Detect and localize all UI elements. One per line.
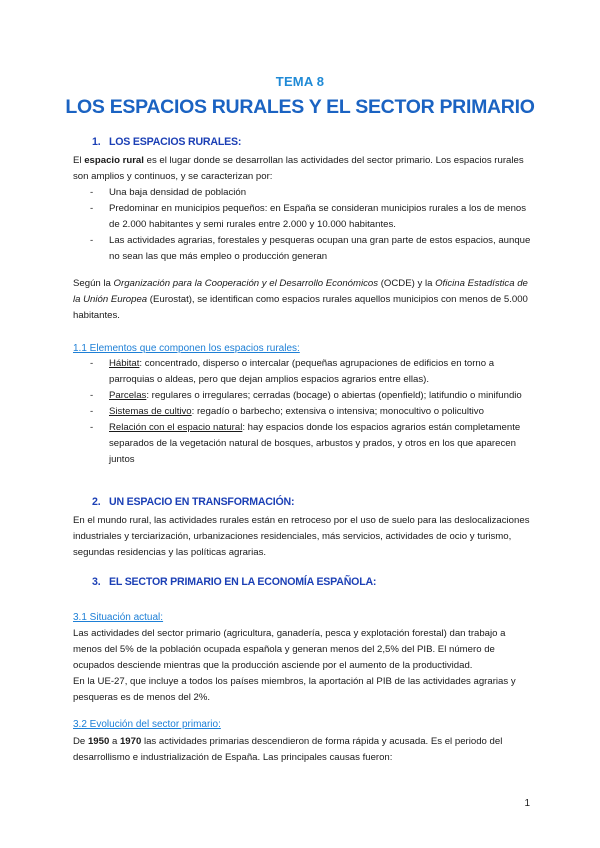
evol-pre: De: [73, 736, 88, 747]
year-end: 1970: [119, 736, 142, 747]
ocde-pre: Según la: [73, 278, 114, 289]
list-item: - Una baja densidad de población: [73, 185, 533, 201]
section-2-text: En el mundo rural, las actividades rurales están en retroceso por el uso de suelo para las deslocalizaciones industriales y terciarización, urbanizaciones residenciales, más servicios, actividades de ocio y turismo, segundas residencias y las políticas agrarias.: [73, 515, 530, 558]
item-term: Hábitat: [109, 358, 140, 369]
section-2-heading: [92, 496, 294, 508]
section-1-intro: [73, 153, 533, 185]
intro-bold-term: espacio rural: [84, 155, 144, 166]
section-1-title: LOS ESPACIOS RURALES:: [109, 136, 242, 148]
list-item: [73, 404, 533, 420]
list-item: [73, 388, 533, 404]
item-text: : regulares o irregulares; cerradas (bocage) o abiertas (openfield); latifundio o minifundio: [146, 390, 522, 401]
intro-pre: El: [73, 155, 85, 166]
section-3-title: EL SECTOR PRIMARIO EN LA ECONOMÍA ESPAÑOLA:: [109, 576, 377, 588]
item-term: Relación con el espacio natural: [109, 422, 243, 433]
list-item: - Las actividades agrarias, forestales y pesqueras ocupan una gran parte de estos espacios, aunque no sean las que más empleo o producción generan: [73, 233, 533, 265]
section-1-number: 1.: [92, 136, 101, 148]
year-start: 1950: [87, 736, 110, 747]
item-term: Parcelas: [109, 390, 147, 401]
ocde-post: (Eurostat), se identifican como espacios rurales aquellos municipios con menos de 5.000 habitantes.: [73, 294, 528, 321]
eurostat-org-name: Oficina Estadística de la Unión Europea: [73, 278, 528, 305]
list-item: - Predominar en municipios pequeños: en España se consideran municipios rurales a los de menos de 2.000 habitantes y semi rurales entre 2.000 y 10.000 habitantes.: [73, 201, 533, 233]
section-3-1-heading: 3.1 Situación actual:: [73, 612, 164, 623]
section-1-heading: [92, 136, 241, 148]
page-number: 1: [524, 798, 530, 809]
ocde-org-name: Organización para la Cooperación y el Desarrollo Económicos: [113, 278, 379, 289]
section-3-2-heading: 3.2 Evolución del sector primario:: [73, 719, 221, 730]
page-title: LOS ESPACIOS RURALES Y EL SECTOR PRIMARIO: [65, 96, 535, 118]
section-3-1-paragraph-2: En la UE-27, que incluye a todos los países miembros, la aportación al PIB de las actividades agrarias y pesqueras es de menos del 2%.: [73, 676, 516, 703]
ocde-paragraph: [73, 276, 533, 324]
section-1-1-heading: 1.1 Elementos que componen los espacios rurales:: [73, 343, 300, 354]
item-text: : regadío o barbecho; extensiva o intensiva; monocultivo o policultivo: [191, 406, 484, 417]
intro-post: es el lugar donde se desarrollan las actividades del sector primario. Los espacios rurales son amplios y continuos, y se caracterizan por:: [73, 155, 524, 182]
ocde-mid: (OCDE) y la: [378, 278, 436, 289]
section-3-1-paragraph-1: Las actividades del sector primario (agricultura, ganadería, pesca y explotación forestal) dan trabajo a menos del 5% de la población ocupada española y generan menos del 2,5% del PIB. El número de ocupados desciende mientras que la producción asciende por el aumento de la productividad.: [73, 628, 506, 671]
section-1-1-bullet-list: [73, 356, 533, 468]
list-item: [73, 356, 533, 388]
section-3-2-paragraph: [73, 734, 533, 766]
item-term: Sistemas de cultivo: [109, 406, 192, 417]
section-3-heading: [92, 576, 376, 588]
tema-label: TEMA 8: [275, 74, 325, 89]
section-2-number: 2.: [92, 496, 101, 508]
section-3-number: 3.: [92, 576, 101, 588]
item-text: : hay espacios donde los espacios agrarios están completamente separados de la vegetación natural de bosques, arbustos y prados, y otros en los que aparecen juntos: [109, 422, 521, 465]
list-item: [73, 420, 533, 468]
item-text: : concentrado, disperso o intercalar (pequeñas agrupaciones de edificios en torno a parroquias o aldeas, pero que dejan amplios espacios agrarios entre ellas).: [109, 358, 495, 385]
evol-post: las actividades primarias descendieron de forma rápida y acusada. Es el periodo del desarrollismo e industrialización de España. Las principales causas fueron:: [73, 736, 503, 763]
evol-mid: a: [109, 736, 120, 747]
section-2-title: UN ESPACIO EN TRANSFORMACIÓN:: [109, 496, 295, 508]
section-1-bullet-list: [73, 185, 533, 265]
